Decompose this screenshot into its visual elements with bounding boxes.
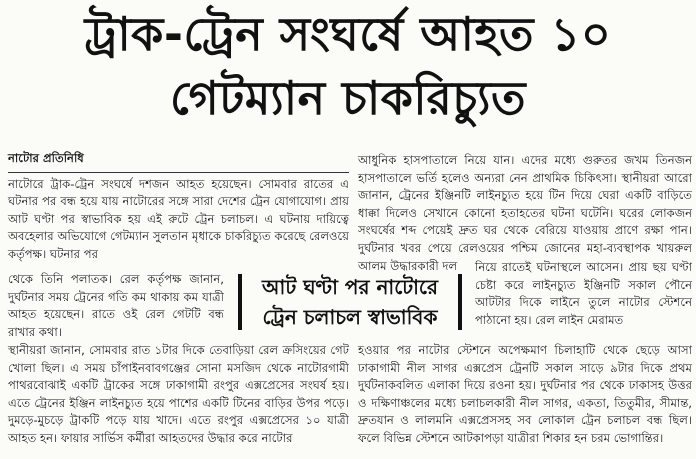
right-paragraph-2: নিয়ে রাতেই ঘটনাস্থলে আসেন। প্রায় ছয় ঘণ্টা চেষ্টা করে লাইনচ্যুত ইঞ্জিনটি সকাল পৌনে আটটার দিকে লাইনে তুলে নাটোর স্টেশনে পাঠানো হয়। রেল লাইন মেরামত <box>475 260 692 327</box>
left-column-bottom <box>8 342 349 459</box>
right-paragraph-3: হওয়ার পর নাটোর স্টেশনে অপেক্ষমাণ চিলাহাটি থেকে ছেড়ে আসা ঢাকাগামী নীল সাগর এক্সপ্রেস ট্রেনটি সকাল সাড়ে ৯টার দিকে প্রথম দুর্ঘটনাকবলিত এলাকা দিয়ে রওনা হয়। দুর্ঘটনার পর থেকে ঢাকাসহ উত্তর ও দক্ষিণাঞ্চলের মধ্যে চলাচলকারী নীল সাগর, একতা, তিতুমীর, সীমান্ত, দ্রুতযান ও লালমনি এক্সপ্রেসসহ সব লোকাল ট্রেন চলাচল বন্ধ ছিল। ফলে বিভিন্ন স্টেশনে আটকাপড়া যাত্রীরা শিকার হন চরম ভোগান্তির। <box>358 343 692 445</box>
pull-quote <box>230 270 470 336</box>
byline: নাটোর প্রতিনিধি <box>8 151 84 165</box>
headline <box>0 2 696 130</box>
headline-line-1: ট্রাক-ট্রেন সংঘর্ষে আহত ১০ <box>84 7 612 61</box>
pull-quote-line-2: ট্রেন চলাচল স্বাভাবিক <box>262 305 438 329</box>
left-column-narrow <box>8 271 224 341</box>
pull-quote-right-bar <box>458 274 462 330</box>
right-column-narrow <box>475 259 692 329</box>
headline-line-2: গেটম্যান চাকরিচ্যুত <box>169 71 527 125</box>
left-paragraph-3: স্থানীয়রা জানান, সোমবার রাত ১টার দিকে তেবাড়িয়া রেল ক্রসিংয়ের গেট খোলা ছিল। এ সময় চাঁপাইনবাবগঞ্জের সোনা মসজিদ থেকে নাটোরগামী পাথরবোঝাই একটি ট্রাকের সঙ্গে ঢাকাগামী রংপুর এক্সপ্রেসের সংঘর্ষ হয়। এতে ট্রেনের ইঞ্জিন লাইনচ্যুত হয়ে পাশের একটি টিনের বাড়ির উপর পড়ে। দুমড়ে-মুচড়ে ট্রাকটি পড়ে যায় খাদে। এতে রংপুর এক্সপ্রেসের ১০ যাত্রী আহত হন। ফায়ার সার্ভিস কর্মীরা আহতদের উদ্ধার করে নাটোর <box>8 343 349 445</box>
pull-quote-text <box>248 272 452 332</box>
right-column-bottom <box>358 342 692 459</box>
left-paragraph-1: নাটোরে ট্রাক-ট্রেন সংঘর্ষে দশজন আহত হয়েছেন। সোমবার রাতের এ ঘটনার পর বন্ধ হয়ে যায় নাটোরের সঙ্গে সারা দেশের ট্রেন যোগাযোগ। প্রায় আট ঘণ্টা পর স্বাভাবিক হয় এই রুটে ট্রেন চলাচল। এ ঘটনায় দায়িত্বে অবহেলার অভিযোগে গেটম্যান সুলতান মৃধাকে চাকরিচ্যুত করেছে রেলওয়ে কর্তৃপক্ষ। ঘটনার পর <box>8 172 349 264</box>
pull-quote-line-1: আট ঘণ্টা পর নাটোরে <box>262 275 438 299</box>
left-column-top <box>8 150 349 268</box>
left-paragraph-2: থেকে তিনি পলাতক। রেল কর্তৃপক্ষ জানান, দুর্ঘটনার সময় ট্রেনের গতি কম থাকায় কম যাত্রী আহত হয়েছেন। রাতে ওই রেল গেটটি বন্ধ রাখার কথা। <box>8 272 224 339</box>
pull-quote-left-bar <box>238 274 242 330</box>
right-paragraph-1: আধুনিক হাসপাতালে নিয়ে যান। এদের মধ্যে গুরুতর জখম তিনজন হাসপাতালে ভর্তি হলেও অন্যরা নেন প্রাথমিক চিকিৎসা। স্থানীয়রা আরো জানান, ট্রেনের ইঞ্জিনটি লাইনচ্যুত হয়ে টিন দিয়ে ঘেরা একটি বাড়িতে ধাক্কা দিলেও সেখানে কোনো হতাহতের ঘটনা ঘটেনি। ঘরের লোকজন সংঘর্ষের শব্দ পেয়েই দ্রুত ঘর থেকে বেরিয়ে যাওয়ায় প্রাণে রক্ষা পান। দুর্ঘটনার খবর পেয়ে রেলওয়ের পশ্চিম জোনের মহা-ব্যবস্থাপক খায়রুল আলম উদ্ধারকারী দল <box>358 153 692 273</box>
right-column-top <box>358 152 692 273</box>
